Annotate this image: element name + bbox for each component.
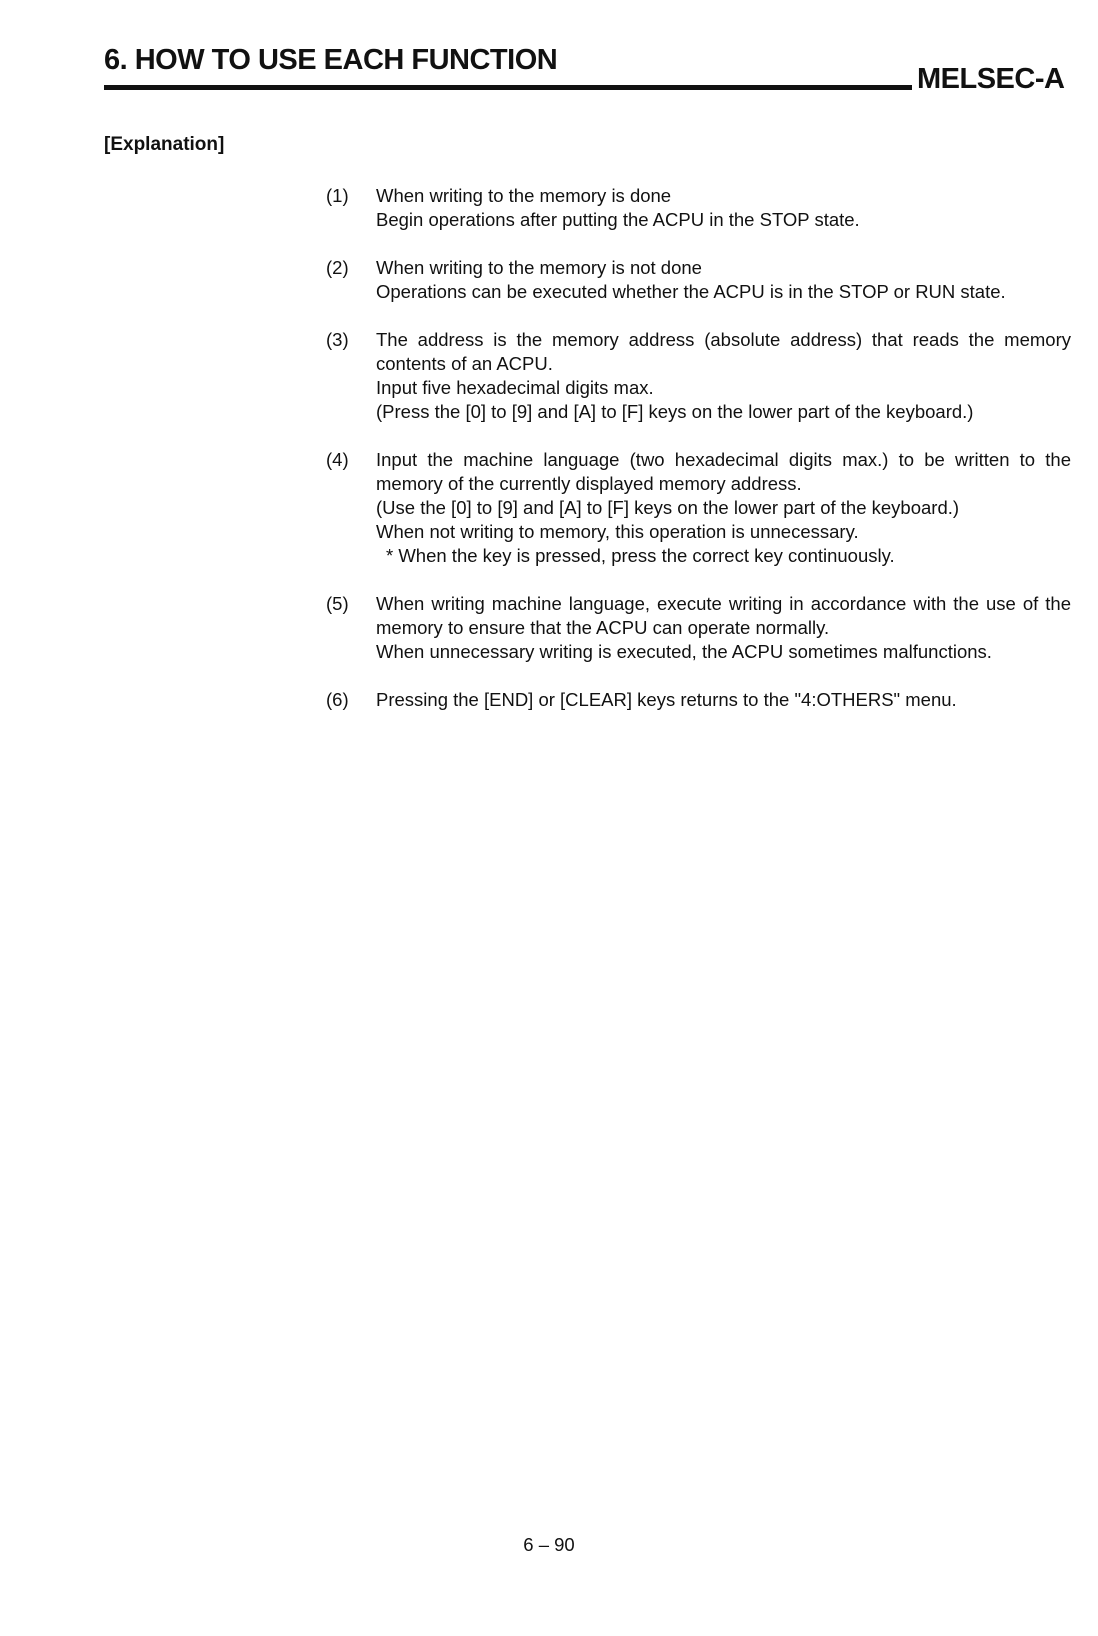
- item-number: (4): [326, 449, 349, 470]
- item-number: (2): [326, 257, 349, 278]
- item-note: * When the key is pressed, press the correct key continuously.: [386, 545, 895, 566]
- item-line: Pressing the [END] or [CLEAR] keys returns to the "4:OTHERS" menu.: [376, 689, 957, 710]
- list-item: [326, 184, 1071, 232]
- list-item: [326, 256, 1071, 304]
- item-line: Begin operations after putting the ACPU in the STOP state.: [376, 209, 860, 230]
- item-number: (5): [326, 593, 349, 614]
- item-line: Input the machine language (two hexadecimal digits max.) to be written to the memory of the currently displayed memory address.: [376, 449, 1071, 494]
- item-number: (1): [326, 185, 349, 206]
- item-number: (6): [326, 689, 349, 710]
- list-item: [326, 448, 1071, 568]
- item-line: Operations can be executed whether the ACPU is in the STOP or RUN state.: [376, 281, 1006, 302]
- item-body: [376, 688, 1071, 712]
- item-line: When writing to the memory is not done: [376, 257, 702, 278]
- list-item: [326, 592, 1071, 664]
- item-line: Input five hexadecimal digits max.: [376, 377, 654, 398]
- header-rule: [104, 85, 912, 90]
- item-line: When not writing to memory, this operation is unnecessary.: [376, 521, 859, 542]
- item-body: [376, 448, 1071, 568]
- item-body: [376, 184, 1071, 232]
- list-item: [326, 688, 1071, 712]
- explanation-list: [326, 184, 1071, 736]
- item-line: When writing machine language, execute writing in accordance with the use of the memory to ensure that the ACPU can operate normally.: [376, 593, 1071, 638]
- item-body: [376, 256, 1071, 304]
- item-line: The address is the memory address (absolute address) that reads the memory contents of an ACPU.: [376, 329, 1071, 374]
- chapter-title: 6. HOW TO USE EACH FUNCTION: [104, 44, 558, 76]
- item-body: [376, 328, 1071, 424]
- section-heading: [Explanation]: [104, 134, 225, 155]
- page-number: 6 – 90: [523, 1534, 575, 1555]
- item-line: (Use the [0] to [9] and [A] to [F] keys on the lower part of the keyboard.): [376, 497, 960, 518]
- item-line: (Press the [0] to [9] and [A] to [F] keys on the lower part of the keyboard.): [376, 401, 974, 422]
- brand-logo: MELSEC-A: [917, 63, 1065, 95]
- item-number: (3): [326, 329, 349, 350]
- item-body: [376, 592, 1071, 664]
- item-line: When unnecessary writing is executed, the ACPU sometimes malfunctions.: [376, 641, 992, 662]
- list-item: [326, 328, 1071, 424]
- item-line: When writing to the memory is done: [376, 185, 672, 206]
